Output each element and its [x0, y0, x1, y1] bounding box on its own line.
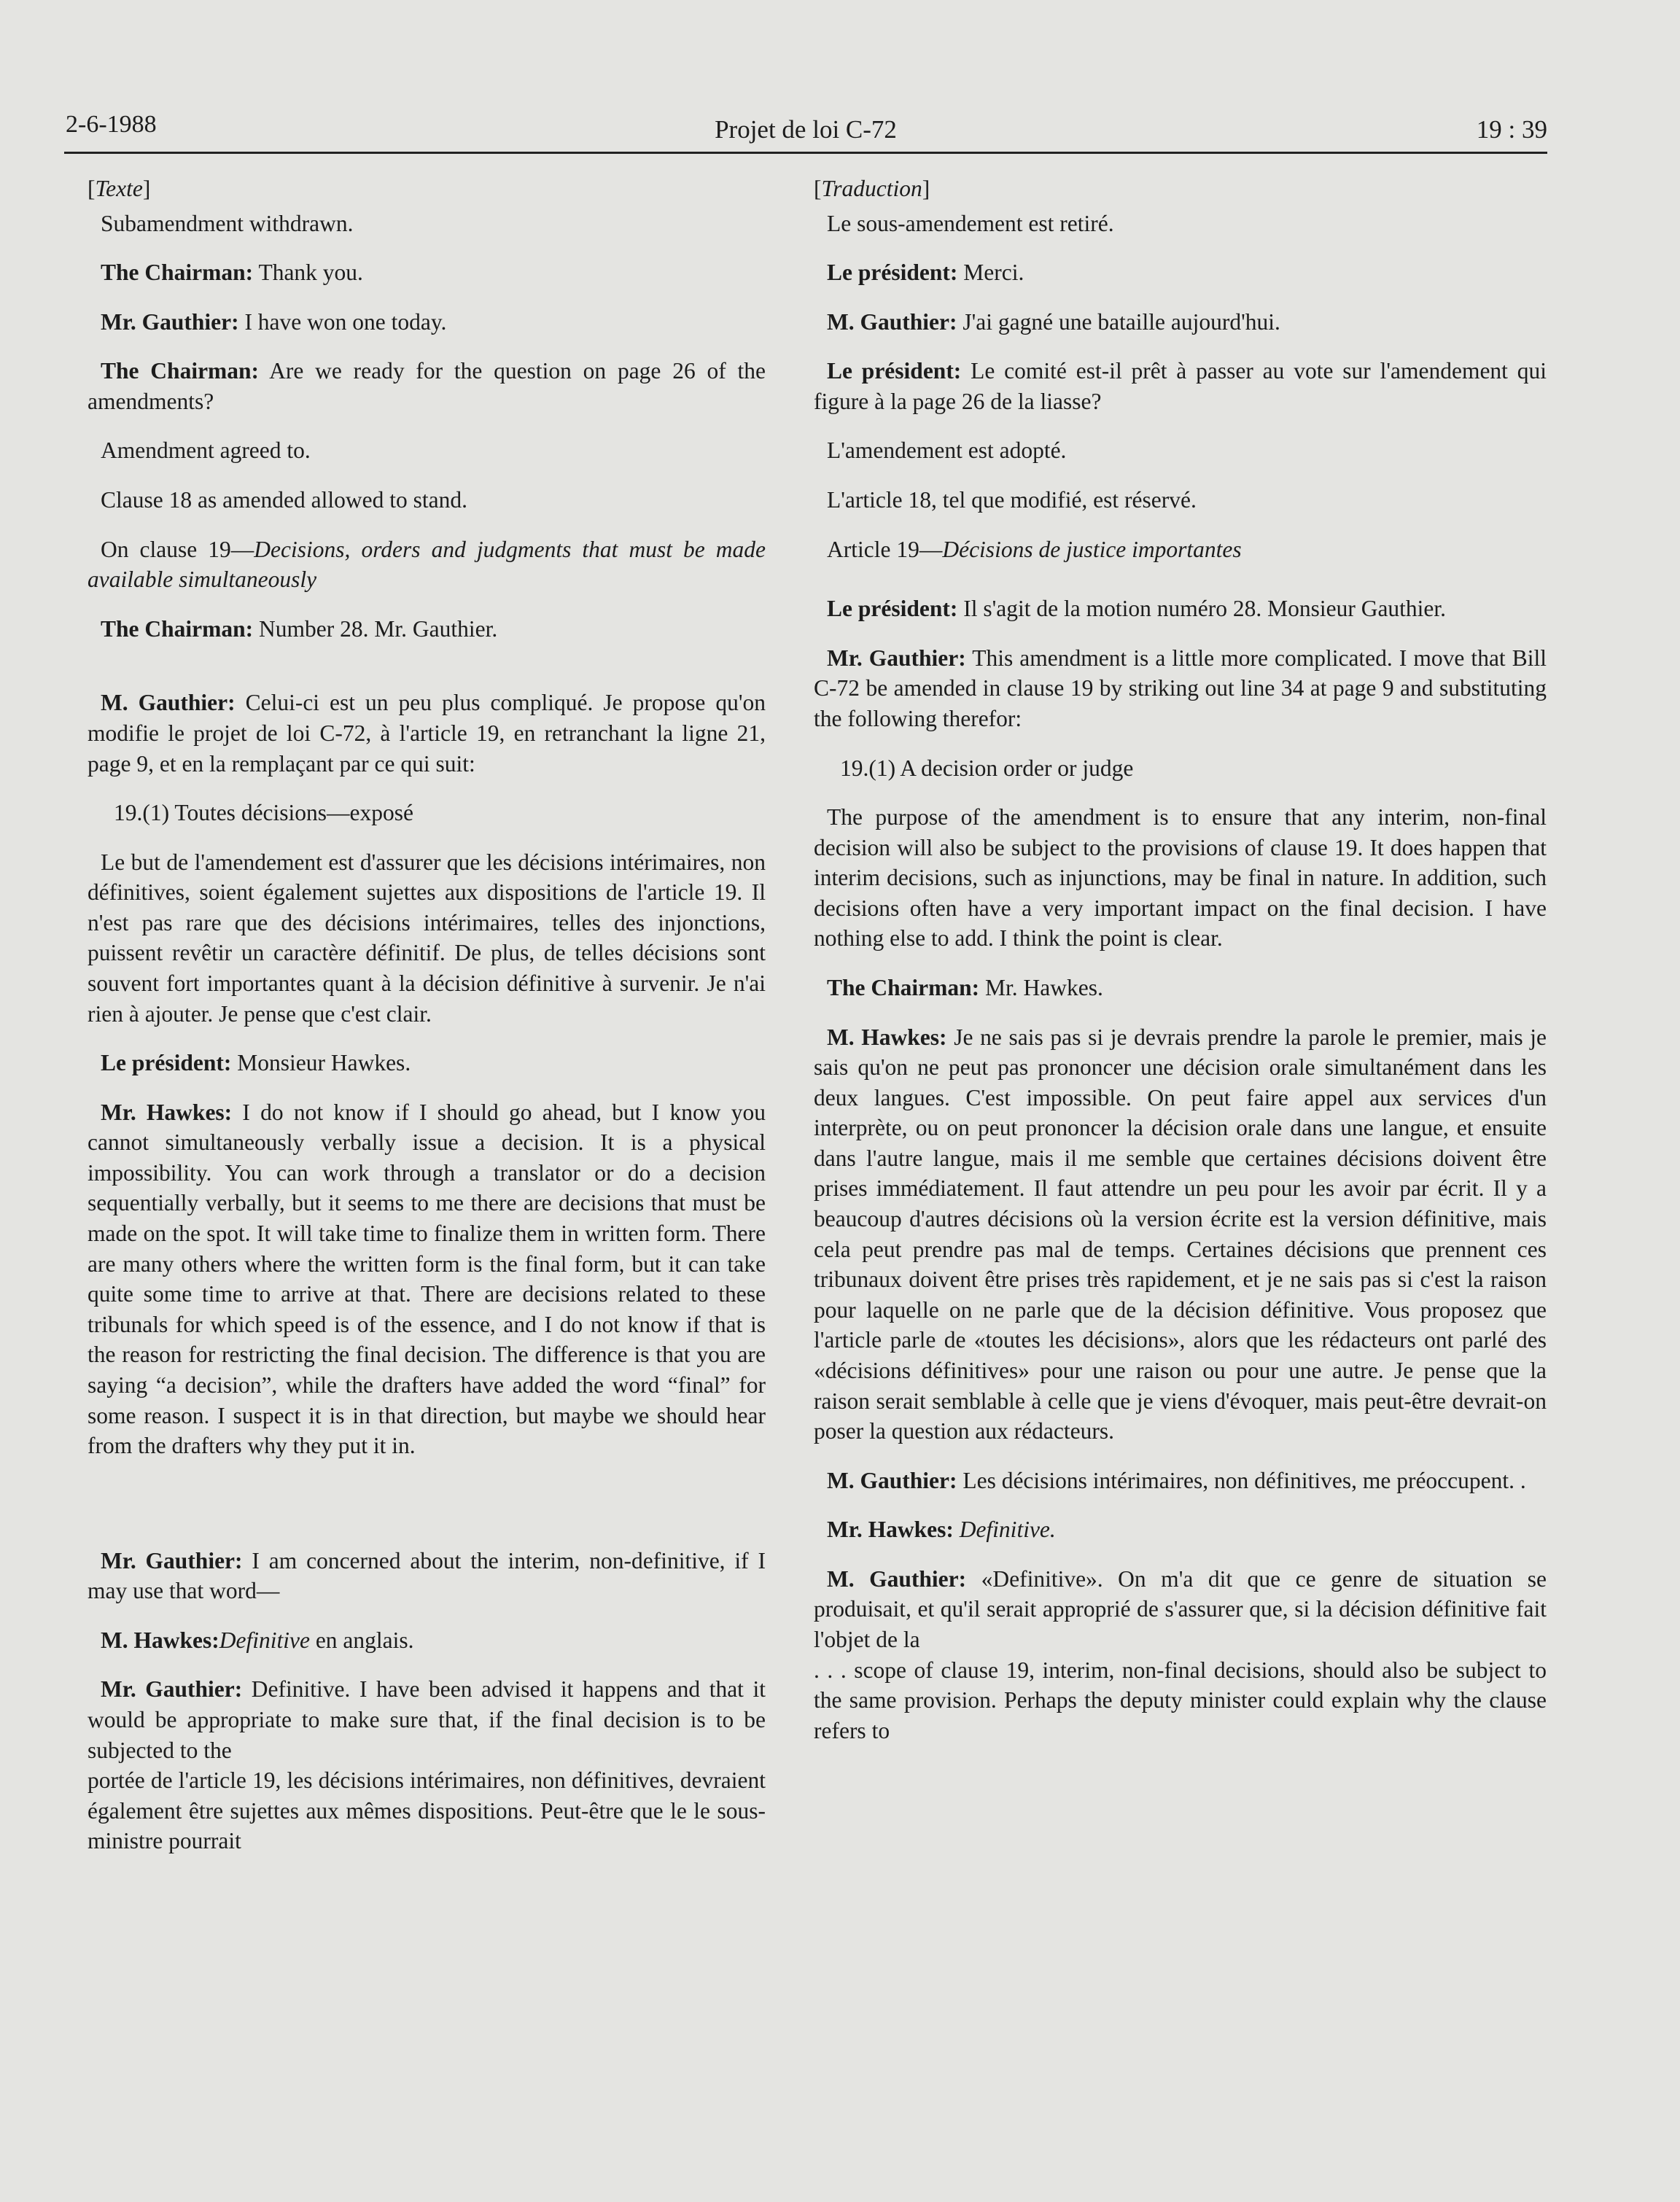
speaker-name: The Chairman: [101, 260, 254, 286]
speaker-name: The Chairman: [827, 974, 980, 1000]
paragraph: The Chairman: Are we ready for the question on page 26 of the amendments? [88, 358, 766, 414]
paragraph: M. Gauthier: «Definitive». On m'a dit que ce genre de situation se produisait, et qu'il serait approprié de s'assurer que, si la décision définitive fait l'objet de la [814, 1565, 1547, 1652]
paragraph: The Chairman: Number 28. Mr. Gauthier. [101, 615, 498, 642]
paragraph: The Chairman: Mr. Hawkes. [827, 974, 1103, 1000]
speaker-name: The Chairman: [101, 615, 254, 642]
speaker-name: Le président: [827, 596, 958, 622]
clause-heading: On clause 19—Decisions, orders and judgments that must be made available simultaneously [88, 536, 766, 593]
paragraph: Mr. Gauthier: Definitive. I have been advised it happens and that it would be appropriate to make sure that, if the final decision is to be subjected to the [88, 1676, 766, 1763]
left-column [88, 174, 766, 1875]
paragraph: The purpose of the amendment is to ensure that any interim, non-final decision will also be subject to the provisions of clause 19. It does happen that interim decisions, such as injunctions, may be final in nature. In addition, such decisions often have a very important impact on the final decision. I have nothing else to add. I think the point is clear. [814, 804, 1547, 952]
paragraph: Mr. Gauthier: I have won one today. [101, 308, 447, 335]
paragraph: Le sous-amendement est retiré. [827, 210, 1114, 236]
motion-text: 19.(1) Toutes décisions—exposé [114, 800, 414, 826]
speaker-name: Le président: [827, 260, 958, 286]
paragraph: . . . scope of clause 19, interim, non-final decisions, should also be subject to the same provision. Perhaps the deputy minister could explain why the clause refers to [814, 1657, 1547, 1743]
header-title: Projet de loi C-72 [715, 115, 897, 144]
paragraph: M. Gauthier: Celui-ci est un peu plus compliqué. Je propose qu'on modifie le projet de loi C-72, à l'article 19, en retranchant la ligne 21, page 9, et en la remplaçant par ce qui suit: [88, 690, 766, 777]
paragraph: Mr. Hawkes: Definitive. [827, 1517, 1056, 1543]
speaker-name: M. Gauthier: [827, 1565, 967, 1592]
paragraph: M. Gauthier: Les décisions intérimaires, non définitives, me préoccupent. . [827, 1467, 1526, 1493]
paragraph: Le président: Monsieur Hawkes. [101, 1050, 411, 1076]
paragraph: L'amendement est adopté. [827, 437, 1067, 464]
column-label: [Texte] [88, 176, 151, 201]
paragraph: Mr. Gauthier: I am concerned about the interim, non-definitive, if I may use that word— [88, 1547, 766, 1604]
speaker-name: Mr. Hawkes: [827, 1517, 954, 1543]
paragraph: Mr. Gauthier: This amendment is a little more complicated. I move that Bill C-72 be amended in clause 19 by striking out line 34 at page 9 and substituting the following therefor: [814, 645, 1547, 731]
paragraph: Le président: Il s'agit de la motion numéro 28. Monsieur Gauthier. [827, 596, 1447, 622]
speaker-name: The Chairman: [101, 358, 260, 384]
motion-text: 19.(1) A decision order or judge [840, 755, 1134, 781]
paragraph: Amendment agreed to. [101, 437, 311, 464]
speaker-name: Mr. Gauthier: [101, 1676, 243, 1703]
speaker-name: M. Hawkes: [101, 1627, 219, 1653]
paragraph: M. Gauthier: J'ai gagné une bataille aujourd'hui. [827, 308, 1280, 335]
header-date: 2-6-1988 [66, 111, 157, 138]
speaker-name: M. Gauthier: [101, 690, 236, 716]
speaker-name: Mr. Gauthier: [101, 1547, 243, 1573]
speaker-name: Le président: [101, 1050, 232, 1076]
speaker-name: Mr. Gauthier: [101, 308, 239, 335]
paragraph: L'article 18, tel que modifié, est réservé. [827, 487, 1197, 513]
clause-heading: Article 19—Décisions de justice importantes [827, 536, 1242, 562]
header-page-number: 19 : 39 [1476, 115, 1547, 144]
paragraph: M. Hawkes:Definitive en anglais. [101, 1627, 414, 1653]
speaker-name: Mr. Hawkes: [101, 1099, 233, 1125]
speaker-name: M. Gauthier: [827, 1467, 957, 1493]
paragraph: Le but de l'amendement est d'assurer que les décisions intérimaires, non définitives, soient également sujettes aux dispositions de l'article 19. Il n'est pas rare que des décisions intérimaires, telles des injonctions, puissent revêtir un caractère définitif. De plus, de telles décisions sont souvent fort importantes quant à la décision définitive à survenir. Je n'ai rien à ajouter. Je pense que c'est clair. [88, 849, 766, 1027]
speaker-name: Mr. Gauthier: [827, 645, 966, 671]
paragraph: Le président: Merci. [827, 260, 1024, 286]
paragraph: Le président: Le comité est-il prêt à passer au vote sur l'amendement qui figure à la page 26 de la liasse? [814, 358, 1547, 414]
paragraph: Mr. Hawkes: I do not know if I should go ahead, but I know you cannot simultaneously verbally issue a decision. It is a physical impossibility. You can work through a translator or do a decision sequentially verbally, but it seems to me there are decisions that must be made on the spot. It will take time to finalize them in written form. There are many others where the written form is the final form, but it can take quite some time to arrive at that. There are decisions related to these tribunals for which speed is of the essence, and I do not know if that is the reason for restricting the final decision. The difference is that you are saying “a decision”, while the drafters have added the word “final” for some reason. I suspect it is in that direction, but maybe we should hear from the drafters why they put it in. [88, 1099, 766, 1459]
right-column [814, 174, 1547, 1765]
column-label: [Traduction] [814, 176, 930, 201]
speaker-name: Le président: [827, 358, 962, 384]
page-header [64, 109, 1547, 154]
speaker-name: M. Hawkes: [827, 1024, 947, 1050]
paragraph: M. Hawkes: Je ne sais pas si je devrais prendre la parole le premier, mais je sais qu'on ne peut pas prononcer une décision orale simultanément dans les deux langues. C'est impossible. On peut faire appel aux services d'un interprète, ou on peut prononcer la décision orale dans une langue, et ensuite dans l'autre langue, mais il me semble que certaines décisions doivent être prises immédiatement. Il faut attendre un peu pour les avoir par écrit. Il y a beaucoup d'autres décisions où la version écrite est la version définitive, mais cela peut prendre pas mal de temps. Certaines décisions que prennent ces tribunaux doivent être prises très rapidement, et je ne sais pas si c'est la raison pour laquelle on ne parle que de la décision définitive. Vous proposez que l'article parle de «toutes les décisions», alors que les rédacteurs ont parlé des «décisions définitives» pour une raison ou pour une autre. Je pense que la raison serait semblable à celle que je viens d'évoquer, mais peut-être devrait-on poser la question aux rédacteurs. [814, 1024, 1547, 1444]
speaker-name: M. Gauthier: [827, 308, 957, 335]
paragraph: Subamendment withdrawn. [101, 210, 354, 236]
paragraph: portée de l'article 19, les décisions intérimaires, non définitives, devraient également être sujettes aux mêmes dispositions. Peut-être que le le sous-ministre pourrait [88, 1767, 766, 1854]
paragraph: The Chairman: Thank you. [101, 260, 363, 286]
paragraph: Clause 18 as amended allowed to stand. [101, 487, 468, 513]
